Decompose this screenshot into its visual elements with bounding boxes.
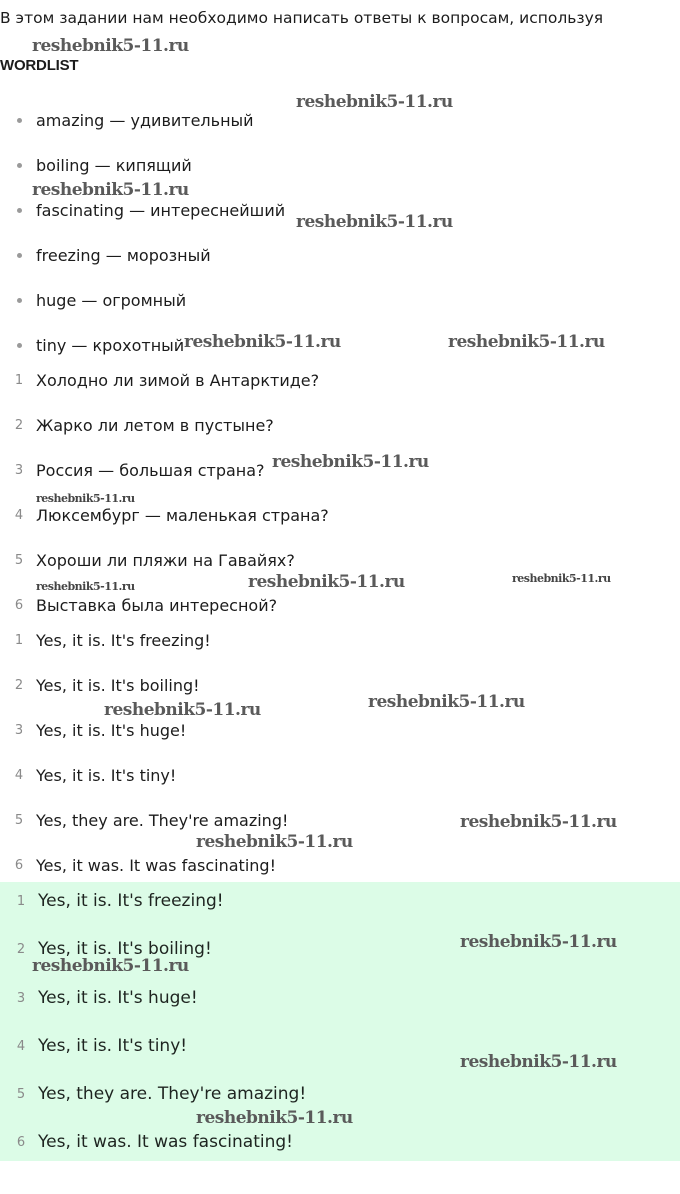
watermark: reshebnik5-11.ru <box>184 332 341 352</box>
bullet-icon <box>17 253 22 258</box>
watermark: reshebnik5-11.ru <box>448 332 605 352</box>
intro-text: В этом задании нам необходимо написать ответы к вопросам, используя <box>0 9 604 27</box>
wordlist-item-text: amazing — удивительный <box>36 110 254 130</box>
item-number: 4 <box>16 1038 26 1054</box>
item-number: 5 <box>16 1086 26 1102</box>
question-text: Россия — большая страна? <box>36 460 265 480</box>
answer-text: Yes, it is. It's huge! <box>38 988 198 1008</box>
watermark: reshebnik5-11.ru <box>460 812 617 832</box>
question-text: Люксембург — маленькая страна? <box>36 505 329 525</box>
bullet-icon <box>17 208 22 213</box>
watermark: reshebnik5-11.ru <box>460 1052 617 1072</box>
wordlist-item-text: boiling — кипящий <box>36 155 192 175</box>
watermark: reshebnik5-11.ru <box>460 932 617 952</box>
watermark: reshebnik5-11.ru <box>104 700 261 720</box>
item-number: 5 <box>14 552 24 568</box>
answer-text: Yes, it was. It was fascinating! <box>36 855 276 875</box>
item-number: 1 <box>16 893 26 909</box>
wordlist-item-text: freezing — морозный <box>36 245 211 265</box>
item-number: 3 <box>14 722 24 738</box>
answer-text: Yes, it is. It's tiny! <box>36 765 177 785</box>
bullet-icon <box>17 343 22 348</box>
item-number: 5 <box>14 812 24 828</box>
item-number: 6 <box>14 857 24 873</box>
bullet-icon <box>17 163 22 168</box>
item-number: 4 <box>14 767 24 783</box>
answer-text: Yes, they are. They're amazing! <box>38 1084 307 1104</box>
bullet-icon <box>17 298 22 303</box>
question-text: Жарко ли летом в пустыне? <box>36 415 274 435</box>
question-text: Хороши ли пляжи на Гавайях? <box>36 550 295 570</box>
watermark: reshebnik5-11.ru <box>36 580 135 593</box>
watermark: reshebnik5-11.ru <box>36 492 135 505</box>
answer-text: Yes, they are. They're amazing! <box>36 810 289 830</box>
wordlist-item-text: fascinating — интереснейший <box>36 200 286 220</box>
item-number: 1 <box>14 372 24 388</box>
item-number: 4 <box>14 507 24 523</box>
answer-text: Yes, it is. It's huge! <box>36 720 187 740</box>
watermark: reshebnik5-11.ru <box>32 956 189 976</box>
item-number: 3 <box>14 462 24 478</box>
answer-text: Yes, it was. It was fascinating! <box>38 1132 293 1152</box>
bullet-icon <box>17 118 22 123</box>
watermark: reshebnik5-11.ru <box>512 572 611 585</box>
item-number: 1 <box>14 632 24 648</box>
watermark: reshebnik5-11.ru <box>368 692 525 712</box>
watermark: reshebnik5-11.ru <box>296 212 453 232</box>
answer-text: Yes, it is. It's boiling! <box>36 675 200 695</box>
wordlist-item-text: tiny — крохотный <box>36 335 185 355</box>
answer-text: Yes, it is. It's freezing! <box>38 891 224 911</box>
item-number: 6 <box>16 1134 26 1150</box>
item-number: 3 <box>16 990 26 1006</box>
question-text: Выставка была интересной? <box>36 595 278 615</box>
wordlist-item-text: huge — огромный <box>36 290 187 310</box>
question-text: Холодно ли зимой в Антарктиде? <box>36 370 320 390</box>
item-number: 6 <box>14 597 24 613</box>
watermark: reshebnik5-11.ru <box>248 572 405 592</box>
watermark: reshebnik5-11.ru <box>32 180 189 200</box>
watermark: reshebnik5-11.ru <box>196 832 353 852</box>
item-number: 2 <box>14 417 24 433</box>
watermark: reshebnik5-11.ru <box>196 1108 353 1128</box>
watermark: reshebnik5-11.ru <box>272 452 429 472</box>
wordlist-heading: WORDLIST <box>0 57 79 74</box>
watermark: reshebnik5-11.ru <box>32 36 189 56</box>
answer-text: Yes, it is. It's boiling! <box>38 939 212 959</box>
item-number: 2 <box>16 941 26 957</box>
watermark: reshebnik5-11.ru <box>296 92 453 112</box>
item-number: 2 <box>14 677 24 693</box>
answer-text: Yes, it is. It's tiny! <box>38 1036 188 1056</box>
answer-text: Yes, it is. It's freezing! <box>36 630 211 650</box>
